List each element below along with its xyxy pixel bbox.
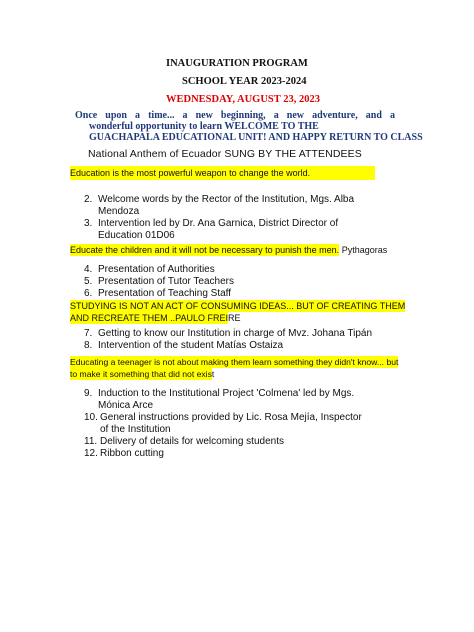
list-item — [84, 388, 370, 412]
school-year: SCHOOL YEAR 2023-2024 — [182, 76, 307, 87]
item-text: Welcome words by the Rector of the Institution, Mgs. Alba Mendoza — [98, 194, 355, 217]
program-list-b — [84, 264, 234, 300]
quote-1 — [70, 166, 375, 180]
quote-1-text: Education is the most powerful weapon to change the world. — [70, 166, 375, 180]
item-number: 9. — [84, 388, 93, 399]
item-number: 4. — [84, 264, 93, 275]
item-text: Presentation of Teaching Staff — [98, 288, 232, 299]
item-number: 7. — [84, 328, 93, 339]
quote-3-line-2: AND RECREATE THEM ..PAULO FREI — [70, 313, 229, 323]
item-number: 2. — [84, 194, 93, 205]
quote-4 — [70, 356, 398, 380]
quote-4-line-1: Educating a teenager is not about making them learn something they didn't know... but — [70, 357, 399, 367]
quote-2-text: Educate the children and it will not be necessary to punish the men. — [70, 245, 340, 255]
quote-4-line-2: to make it something that did not exis — [70, 369, 212, 379]
quote-3 — [70, 300, 405, 324]
program-list-a — [84, 194, 368, 242]
list-item — [84, 340, 372, 352]
list-item — [84, 218, 368, 242]
item-text: Getting to know our Institution in charge of Mvz. Johana Tipán — [98, 328, 373, 339]
quote-2 — [70, 244, 387, 256]
item-number: 11. — [84, 436, 98, 447]
event-date: WEDNESDAY, AUGUST 23, 2023 — [166, 94, 320, 105]
quote-3-line-2-end: RE — [228, 313, 241, 323]
list-item — [84, 448, 370, 460]
item-text: General instructions provided by Lic. Rosa Mejía, Inspector of the Institution — [100, 412, 362, 435]
item-text: Presentation of Authorities — [98, 264, 215, 275]
item-text: Presentation of Tutor Teachers — [98, 276, 235, 287]
list-item — [84, 288, 234, 300]
anthem-line: National Anthem of Ecuador SUNG BY THE ATTENDEES — [88, 148, 362, 160]
program-title: INAUGURATION PROGRAM — [166, 58, 308, 69]
item-number: 3. — [84, 218, 93, 229]
item-number: 6. — [84, 288, 93, 299]
welcome-intro — [75, 110, 423, 143]
program-list-c — [84, 328, 372, 352]
item-number: 8. — [84, 340, 93, 351]
item-text: Induction to the Institutional Project 'Colmena' led by Mgs. Mónica Arce — [98, 388, 355, 411]
item-text: Ribbon cutting — [100, 448, 164, 459]
intro-line-2: wonderful opportunity to learn WELCOME TO THE — [89, 121, 319, 132]
quote-2-author: Pythagoras — [341, 245, 388, 255]
quote-4-line-2-end: t — [211, 369, 215, 379]
list-item — [84, 412, 370, 436]
item-number: 5. — [84, 276, 93, 287]
quote-3-line-1: STUDYING IS NOT AN ACT OF CONSUMING IDEAS... BUT OF CREATING THEM — [70, 301, 406, 311]
item-text: Intervention led by Dr. Ana Garnica, District Director of Education 01D06 — [98, 218, 339, 241]
item-text: Delivery of details for welcoming students — [100, 436, 284, 447]
list-item — [84, 276, 234, 288]
program-list-d — [84, 388, 370, 460]
item-number: 10. — [84, 412, 98, 423]
item-number: 12. — [84, 448, 98, 459]
list-item — [84, 194, 368, 218]
list-item — [84, 264, 234, 276]
intro-line-3: GUACHAPALA EDUCATIONAL UNIT! AND HAPPY RETURN TO CLASS — [89, 132, 423, 143]
list-item — [84, 328, 372, 340]
list-item — [84, 436, 370, 448]
item-text: Intervention of the student Matías Ostaiza — [98, 340, 284, 351]
intro-line-1: Once upon a time... a new beginning, a new adventure, and a — [75, 110, 395, 121]
